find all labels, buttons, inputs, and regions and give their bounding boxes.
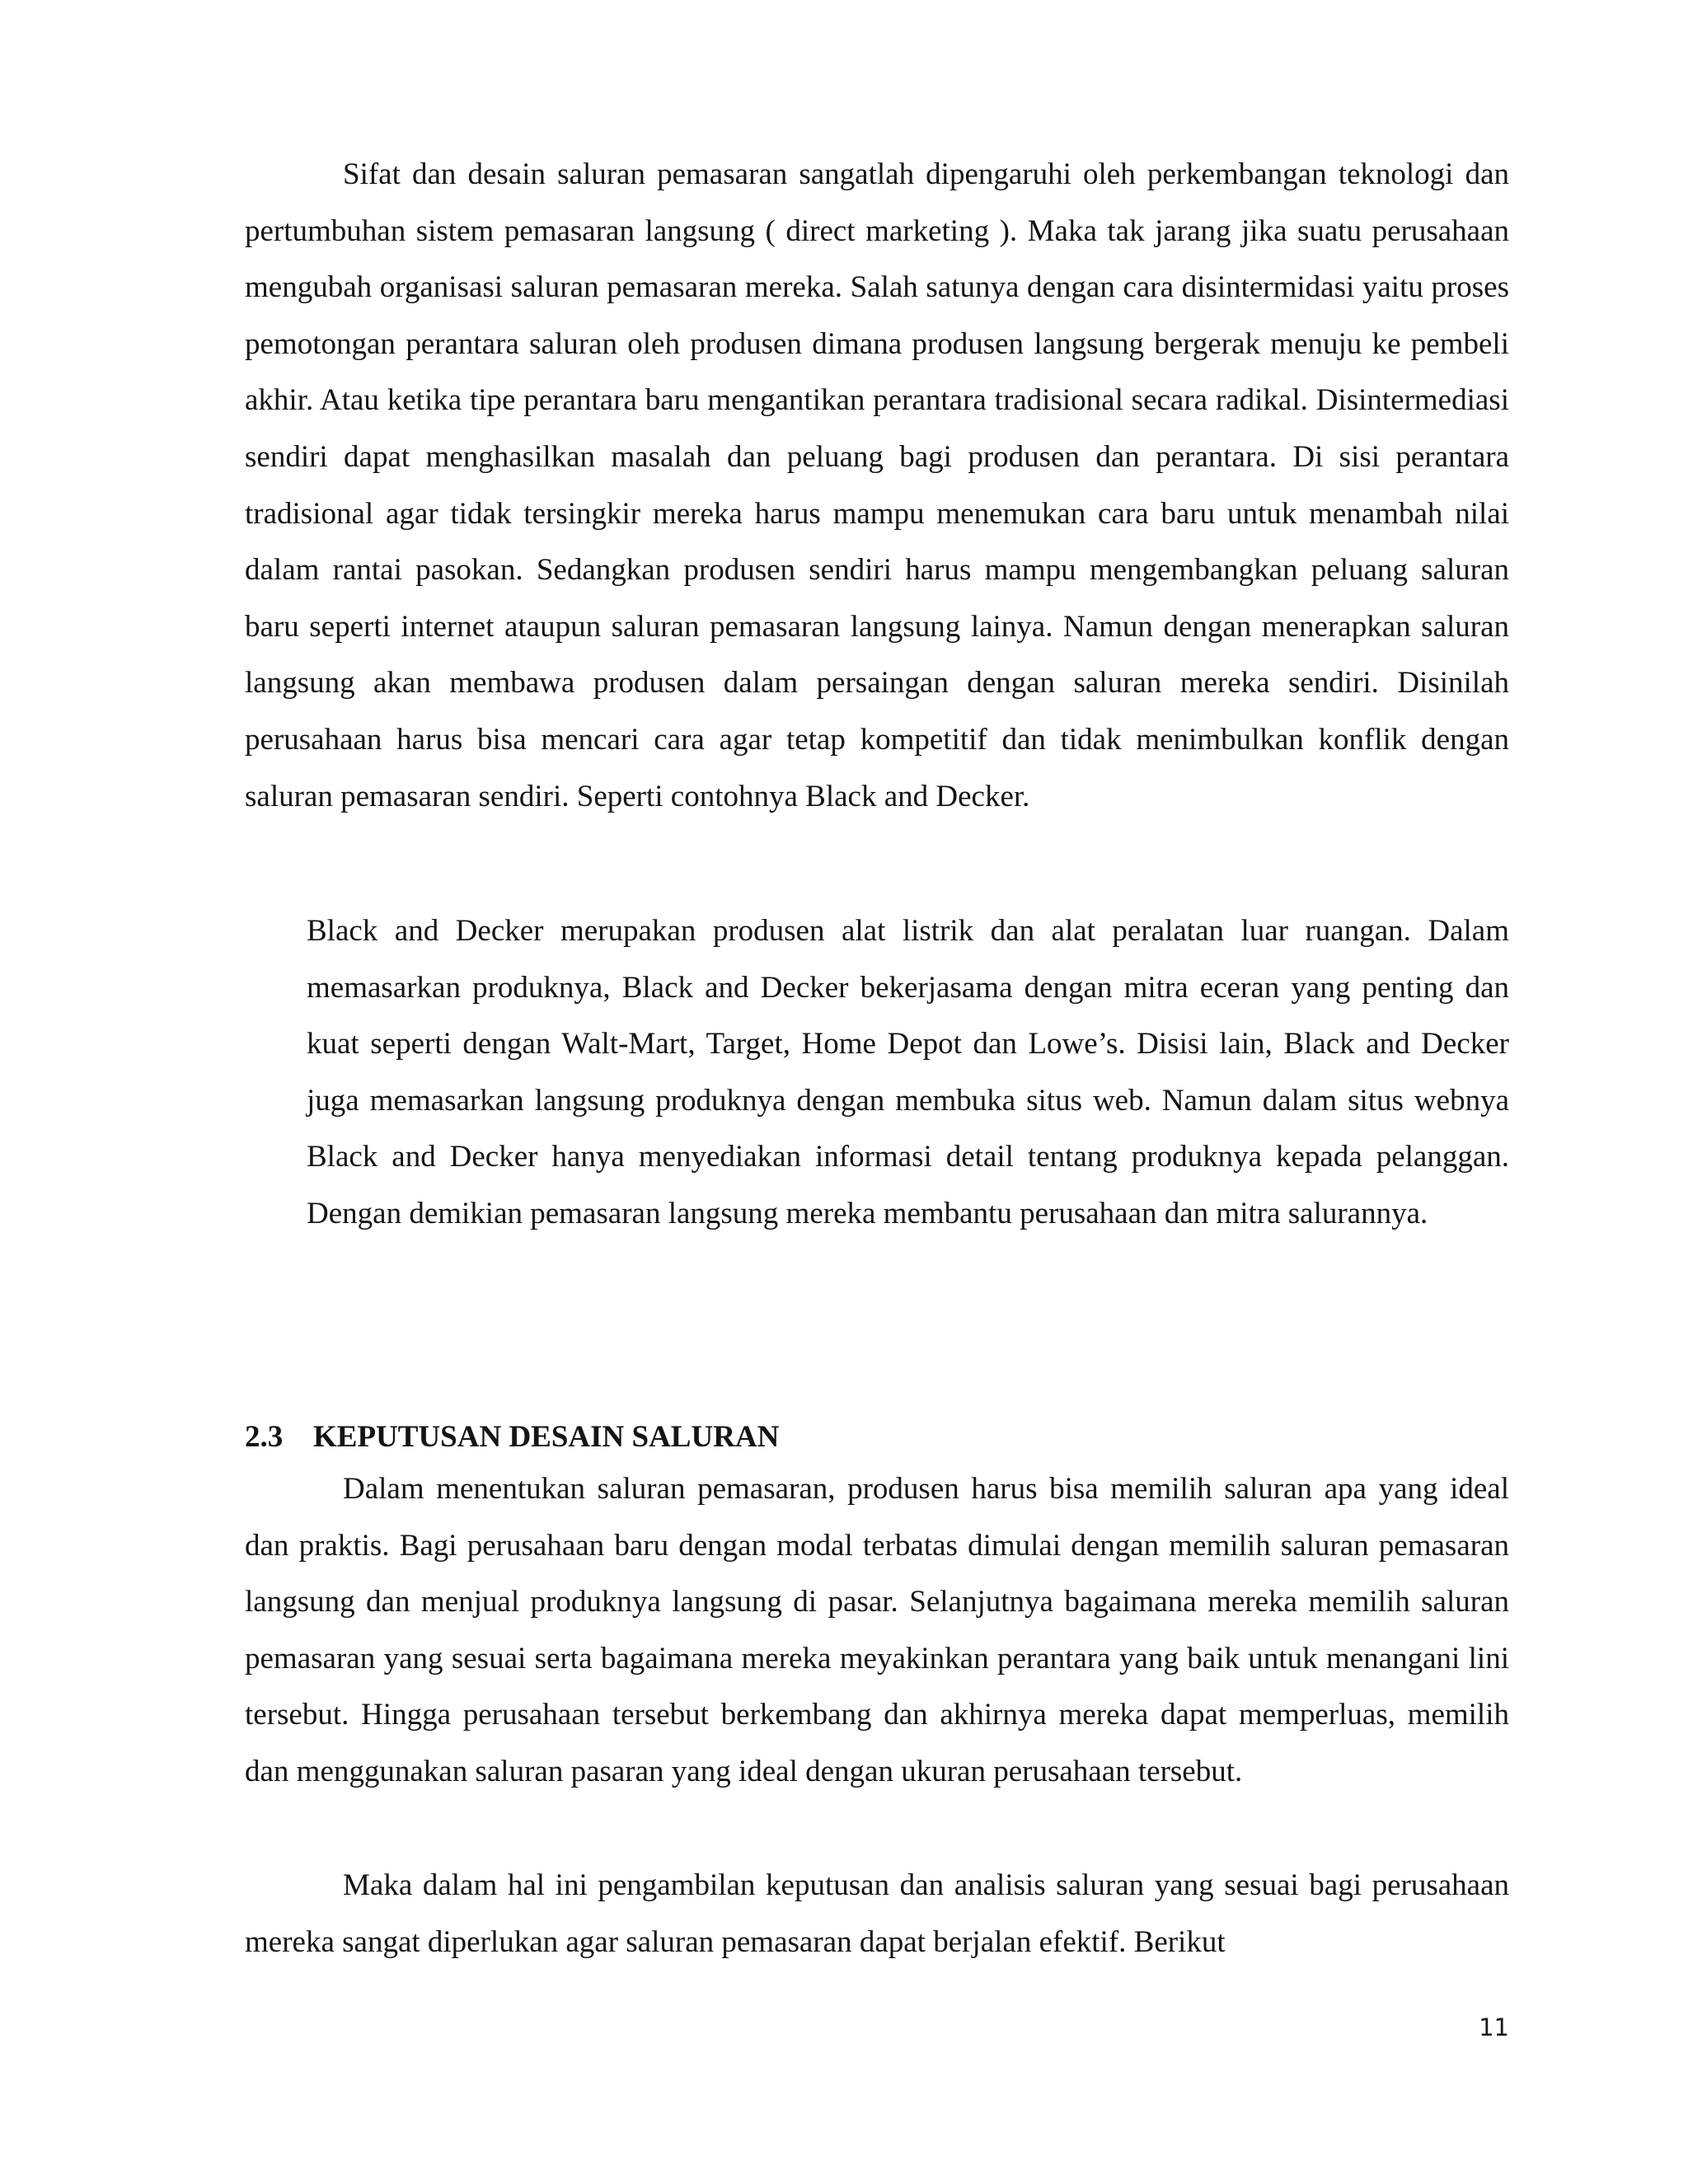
- page-number: 11: [1479, 2013, 1509, 2041]
- section-heading: [245, 1416, 779, 1459]
- section-title: KEPUTUSAN DESAIN SALURAN: [313, 1420, 780, 1454]
- body-paragraph-disintermediation: Sifat dan desain saluran pemasaran sangatlah dipengaruhi oleh perkembangan teknologi dan pertumbuhan sistem pemasaran langsung ( direct marketing ). Maka tak jarang jika suatu perusahaan mengubah organisasi saluran pemasaran mereka. Salah satunya dengan cara disintermidasi yaitu proses pemotongan perantara saluran oleh produsen dimana produsen langsung bergerak menuju ke pembeli akhir. Atau ketika tipe perantara baru mengantikan perantara tradisional secara radikal. Disintermediasi sendiri dapat menghasilkan masalah dan peluang bagi produsen dan perantara. Di sisi perantara tradisional agar tidak tersingkir mereka harus mampu menemukan cara baru untuk menambah nilai dalam rantai pasokan. Sedangkan produsen sendiri harus mampu mengembangkan peluang saluran baru seperti internet ataupun saluran pemasaran langsung lainya. Namun dengan menerapkan saluran langsung akan membawa produsen dalam persaingan dengan saluran mereka sendiri. Disinilah perusahaan harus bisa mencari cara agar tetap kompetitif dan tidak menimbulkan konflik dengan saluran pemasaran sendiri. Seperti contohnya Black and Decker.: [245, 157, 1509, 813]
- body-paragraph-channel-analysis: Maka dalam hal ini pengambilan keputusan dan analisis saluran yang sesuai bagi perusahaan mereka sangat diperlukan agar saluran pemasaran dapat berjalan efektif. Berikut: [245, 1868, 1509, 1959]
- example-paragraph-black-and-decker: Black and Decker merupakan produsen alat listrik dan alat peralatan luar ruangan. Dalam memasarkan produknya, Black and Decker bekerjasama dengan mitra eceran yang penting dan kuat seperti dengan Walt-Mart, Target, Home Depot dan Lowe’s. Disisi lain, Black and Decker juga memasarkan langsung produknya dengan membuka situs web. Namun dalam situs webnya Black and Decker hanya menyediakan informasi detail tentang produknya kepada pelanggan. Dengan demikian pemasaran langsung mereka membantu perusahaan dan mitra salurannya.: [307, 914, 1509, 1230]
- body-paragraph-channel-choice: Dalam menentukan saluran pemasaran, produsen harus bisa memilih saluran apa yang ideal dan praktis. Bagi perusahaan baru dengan modal terbatas dimulai dengan memilih saluran pemasaran langsung dan menjual produknya langsung di pasar. Selanjutnya bagaimana mereka memilih saluran pemasaran yang sesuai serta bagaimana mereka meyakinkan perantara yang baik untuk menangani lini tersebut. Hingga perusahaan tersebut berkembang dan akhirnya mereka dapat memperluas, memilih dan menggunakan saluran pasaran yang ideal dengan ukuran perusahaan tersebut.: [245, 1472, 1509, 1788]
- section-number: 2.3: [245, 1420, 284, 1454]
